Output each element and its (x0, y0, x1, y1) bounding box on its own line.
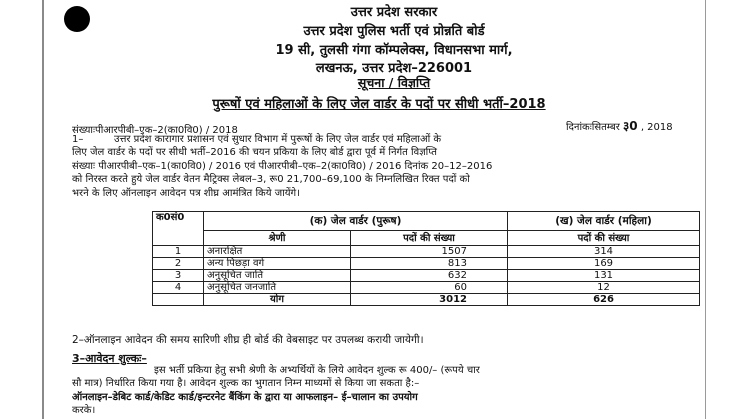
col-serial-header: क0सं0 (153, 212, 204, 246)
emblem-logo (64, 6, 90, 32)
row-category: अनारक्षित (204, 246, 351, 258)
section1-line: उत्तर प्रदेश कारागार प्रशासन एवं सुधार विभाग में पुरूषों के लिए जेल वार्डर एवं महिलाओं के (114, 134, 442, 145)
row-male-posts: 60 (351, 282, 508, 294)
group-female-header: (ख) जेल वार्डर (महिला) (508, 212, 700, 231)
reference-number: संख्याःपीआरपीबी–एक–2(का0वि0) / 2018 (72, 125, 238, 136)
table-row (153, 246, 700, 258)
section3-line: ऑनलाइन–डेबिट कार्ड/केडिट कार्ड/इन्टरनेट बैंकिंग के द्वारा या आफलाइन– ई–चालान का उपयोग (72, 391, 418, 403)
row-female-posts: 169 (508, 258, 700, 270)
total-male: 3012 (351, 294, 508, 306)
col-category-header: श्रेणी (204, 231, 351, 246)
date-year: , 2018 (640, 122, 673, 133)
row-category: अन्य पिछड़ा वर्ग (204, 258, 351, 270)
section3-line: करके। (72, 405, 96, 417)
row-category: अनुसूचित जाति (204, 270, 351, 282)
document-title: पुरूषों एवं महिलाओं के लिए जेल वार्डर के पदों पर सीधी भर्ती–2018 (212, 97, 546, 112)
table-row (153, 270, 700, 282)
section1-marker: 1– (72, 134, 84, 145)
viewer-right-margin (706, 0, 730, 419)
section3-line: सौ मात्र) निर्धारित किया गया है। आवेदन शुल्क का भुगतान निम्न माध्यमों से किया जा सकता है:– (72, 378, 420, 390)
row-female-posts: 131 (508, 270, 700, 282)
section3-heading: 3–आवेदन शुल्कः– (72, 352, 147, 365)
row-category: अनुसूचित जनजाति (204, 282, 351, 294)
row-serial: 1 (153, 246, 204, 258)
section1-line: भरने के लिए ऑनलाइन आवेदन पत्र शीघ्र आमंत्रित किये जायेंगे। (72, 187, 300, 199)
row-serial: 4 (153, 282, 204, 294)
date-label: दिनांकःसितम्बर (566, 122, 620, 133)
group-male-header: (क) जेल वार्डर (पुरूष) (204, 212, 508, 231)
section2-text: 2–ऑनलाइन आवेदन की समय सारिणी शीघ्र ही बोर्ड की वेबसाइट पर उपलब्ध करायी जायेगी। (72, 334, 424, 346)
table-row (153, 282, 700, 294)
table-total-row (153, 294, 700, 306)
total-female: 626 (508, 294, 700, 306)
header-city: लखनऊ, उत्तर प्रदेश–226001 (315, 61, 473, 76)
row-male-posts: 1507 (351, 246, 508, 258)
row-male-posts: 813 (351, 258, 508, 270)
header-government: उत्तर प्रदेश सरकार (350, 5, 438, 20)
table-row (153, 258, 700, 270)
total-serial-empty (153, 294, 204, 306)
document-page (44, 0, 705, 419)
row-male-posts: 632 (351, 270, 508, 282)
section1-line: संख्याः पीआरपीबी–एक–1(का0वि0) / 2016 एवं पीआरपीबी–एक–2(का0वि0) / 2016 दिनांक 20–12–2016 (72, 160, 493, 172)
section1-line: को निरस्त करते हुये जेल वार्डर वेतन मैट्रिक्स लेबल–3, रू0 21,700–69,100 के निम्नलिखित रिक्त पदों को (72, 174, 470, 186)
vacancy-table (152, 211, 700, 306)
section1-paragraph (72, 133, 694, 200)
row-female-posts: 314 (508, 246, 700, 258)
viewer-left-margin (0, 0, 42, 419)
section1-line: लिए जेल वार्डर के पदों पर सीधी भर्ती–2016 की चयन प्रकिया के लिए बोर्ड द्वारा पूर्व में निर्गत विज्ञप्ति (72, 147, 437, 159)
section3-line: इस भर्ती प्रकिया हेतु सभी श्रेणी के अभ्यर्थियों के लिये आवेदन शुल्क रू 400/– (रूपये चार (154, 365, 480, 376)
row-female-posts: 12 (508, 282, 700, 294)
notice-heading: सूचना / विज्ञप्ति (357, 75, 431, 90)
row-serial: 2 (153, 258, 204, 270)
col-posts-male-header: पदों की संख्या (351, 231, 508, 246)
date-day: ३0 (623, 119, 638, 133)
header-board-name: उत्तर प्रदेश पुलिस भर्ती एवं प्रोन्नति बोर्ड (303, 24, 485, 39)
col-posts-female-header: पदों की संख्या (508, 231, 700, 246)
reference-date (566, 117, 673, 134)
total-label: योग (204, 294, 351, 306)
section3-paragraph (72, 364, 694, 418)
header-address: 19 सी, तुलसी गंगा कॉम्पलेक्स, विधानसभा मार्ग, (275, 43, 513, 58)
row-serial: 3 (153, 270, 204, 282)
